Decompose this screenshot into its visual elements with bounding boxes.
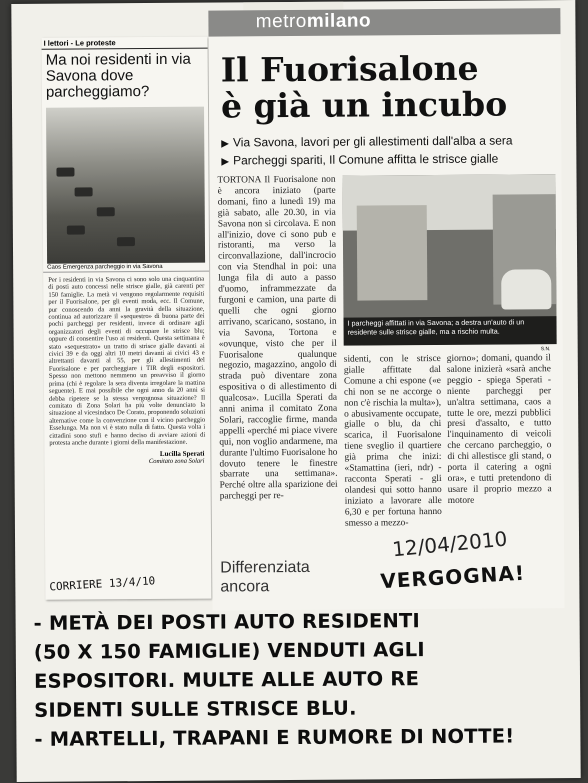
headline-line1: Il Fuorisalone xyxy=(220,48,479,90)
handwritten-line: ESPOSITORI. MULTE ALLE AUTO RE xyxy=(33,667,420,693)
sidebar-title: Differenziata ancora xyxy=(220,558,310,596)
letter-signature: Lucilla Sperati xyxy=(159,449,205,459)
street-photo xyxy=(342,174,556,345)
article-column-1: TORTONA Il Fuorisalone non è ancora iniziato (parte domani, fino a lunedì 19) ma già sabato, alle 20.30, in via Savona non si circolava. E non all'inizio, dove ci sono pub e ristoranti, ma verso la circonvallazione, dall'incrocio con via Stendhal in poi: una lunga fila di auto a passo d'uomo, inframmezzate da furgoni e camion, una parte di quelli che ogni giorno arrivano, scaricano, sostano, in via Savona, Tortona e «ovunque, visto che per il Fuorisalone qualunque negozio, magazzino, angolo di strada può diventare zona espositiva o di allestimento di qualcosa». Lucilla Sperati da anni anima il comitato Zona Solari, raccoglie firme, manda appelli «perché mi piace vivere qui, non voglio andarmene, ma durante l'ultimo Fuorisalone ho dovuto tenere le finestre sbarrate una settimana». Perché oltre alla sparizione dei parcheggi per re- xyxy=(217,174,338,502)
handwritten-line: - MARTELLI, TRAPANI E RUMORE DI NOTTE! xyxy=(34,724,515,751)
subheads xyxy=(221,132,561,170)
photo-caption: I parcheggi affittati in via Savona; a destra un'auto di un residente sulle strisce gialle, ma a rischio multa. xyxy=(343,316,556,345)
left-clipping xyxy=(42,37,212,600)
subhead-text: Via Savona, lavori per gli allestimenti dall'alba a sera xyxy=(232,133,513,150)
headline-line2: è già un incubo xyxy=(220,84,508,126)
traffic-photo xyxy=(46,107,205,264)
signature-role: Comitato zona Solari xyxy=(148,457,205,466)
photo-credit: S.N. xyxy=(540,346,551,353)
masthead xyxy=(208,8,560,36)
masthead-brand: metro xyxy=(255,10,307,33)
right-clipping xyxy=(208,8,564,610)
car-shape xyxy=(67,225,85,234)
handwritten-line: SIDENTI SULLE STRISCE BLU. xyxy=(34,696,357,722)
arrow-icon: ▶ xyxy=(221,156,230,168)
handwritten-stamp: VERGOGNA! xyxy=(379,560,526,594)
handwritten-line: (50 X 150 FAMIGLIE) VENDUTI AGLI xyxy=(33,638,425,664)
car-shape xyxy=(56,168,74,177)
letter-title: Ma noi residenti in via Savona dove parcheggiamo? xyxy=(45,50,191,101)
source-note: CORRIERE 13/4/10 xyxy=(49,574,156,594)
car-shape xyxy=(117,237,135,246)
article-column-2: sidenti, con le strisce gialle affittate dal Comune a chi espone («e chi non se ne accorge o non c'è rischia la multa»), o abusivamente occupate, gialle o blu, da chi scarica, il Fuorisalone tiene sveglio il quartiere già prima che inizi: «Stamattina (ieri, ndr) - racconta Sperati - gli olandesi qui sotto hanno iniziato a lavorare alle 6,30 e per fortuna hanno smesso a mezzo- xyxy=(343,353,442,529)
paper-sheet xyxy=(11,0,580,782)
article-column-3: giorno»; domani, quando il salone inizierà «sarà anche peggio - spiega Sperati - niente parcheggi per un'altra settimana, caos a tutte le ore, mezzi pubblici presi d'assalto, e tutto l'inquinamento di veicoli che cercano parcheggio, o di chi allestisce gli stand, o porta il catering a ogni ora», e tutti pretendono di usare il proprio mezzo a motore xyxy=(446,353,552,506)
handwritten-date: 12/04/2010 xyxy=(391,526,509,562)
arrow-icon: ▶ xyxy=(221,138,230,150)
photo-building xyxy=(357,205,428,300)
section-header: I lettori - Le proteste xyxy=(42,37,208,50)
car-shape xyxy=(75,187,93,196)
handwritten-protest xyxy=(34,605,575,754)
subhead-text: Parcheggi spariti, Il Comune affitta le strisce gialle xyxy=(233,151,499,168)
masthead-city: milano xyxy=(306,10,372,32)
photo-car xyxy=(501,269,551,309)
photo-caption: Caos Emergenza parcheggio in via Savona xyxy=(43,263,209,273)
subhead xyxy=(221,150,561,170)
handwritten-line: - METÀ DEI POSTI AUTO RESIDENTI xyxy=(33,609,420,635)
masthead-title xyxy=(168,10,458,34)
subhead xyxy=(221,132,561,152)
letter-body: Per i residenti in via Savona ci sono solo una cinquantina di posti auto concessi nelle strisce gialle, già carenti per 150 famiglie. La metà vi vengono regolarmente requisiti per il Fuorisalone, per gli eventi moda, ecc. Il Comune, pur conoscendo da anni la gravità della situazione, continua ad autorizzare il «sequestro» di buona parte dei pochi parcheggi per residenti, invece di ordinare agli organizzatori degli eventi di occupare le strisce blu; oppure di consentire l'uso ai residenti. Questa settimana è stato «sequestrato» un tratto di strisce gialle davanti ai civici 39 e da oggi altri 10 metri davanti ai civici 43 e altrettanti davanti al 55, per gli allestimenti del Fuorisalone e per parcheggiare i TIR degli espositori. Spesso non mettono nemmeno un preavviso il giorno prima (chi è regolare la sera diventa irregolare la mattina seguente). E mai possibile che ogni anno da 20 anni si debba ripetere se la stessa vergognosa situazione? Il comitato di Zona Solari ha più volte denunciato la situazione al vicesindaco De Corato, proponendo soluzioni alternative come la convenzione con il vicino parcheggio Esselunga. Ma non vi è stato nulla di fatto. Questa volta i cittadini sono stufi e hanno deciso di avviare azioni di protesta anche durante i giorni della manifestazione. xyxy=(48,275,206,447)
car-shape xyxy=(97,207,115,216)
headline xyxy=(221,50,561,124)
